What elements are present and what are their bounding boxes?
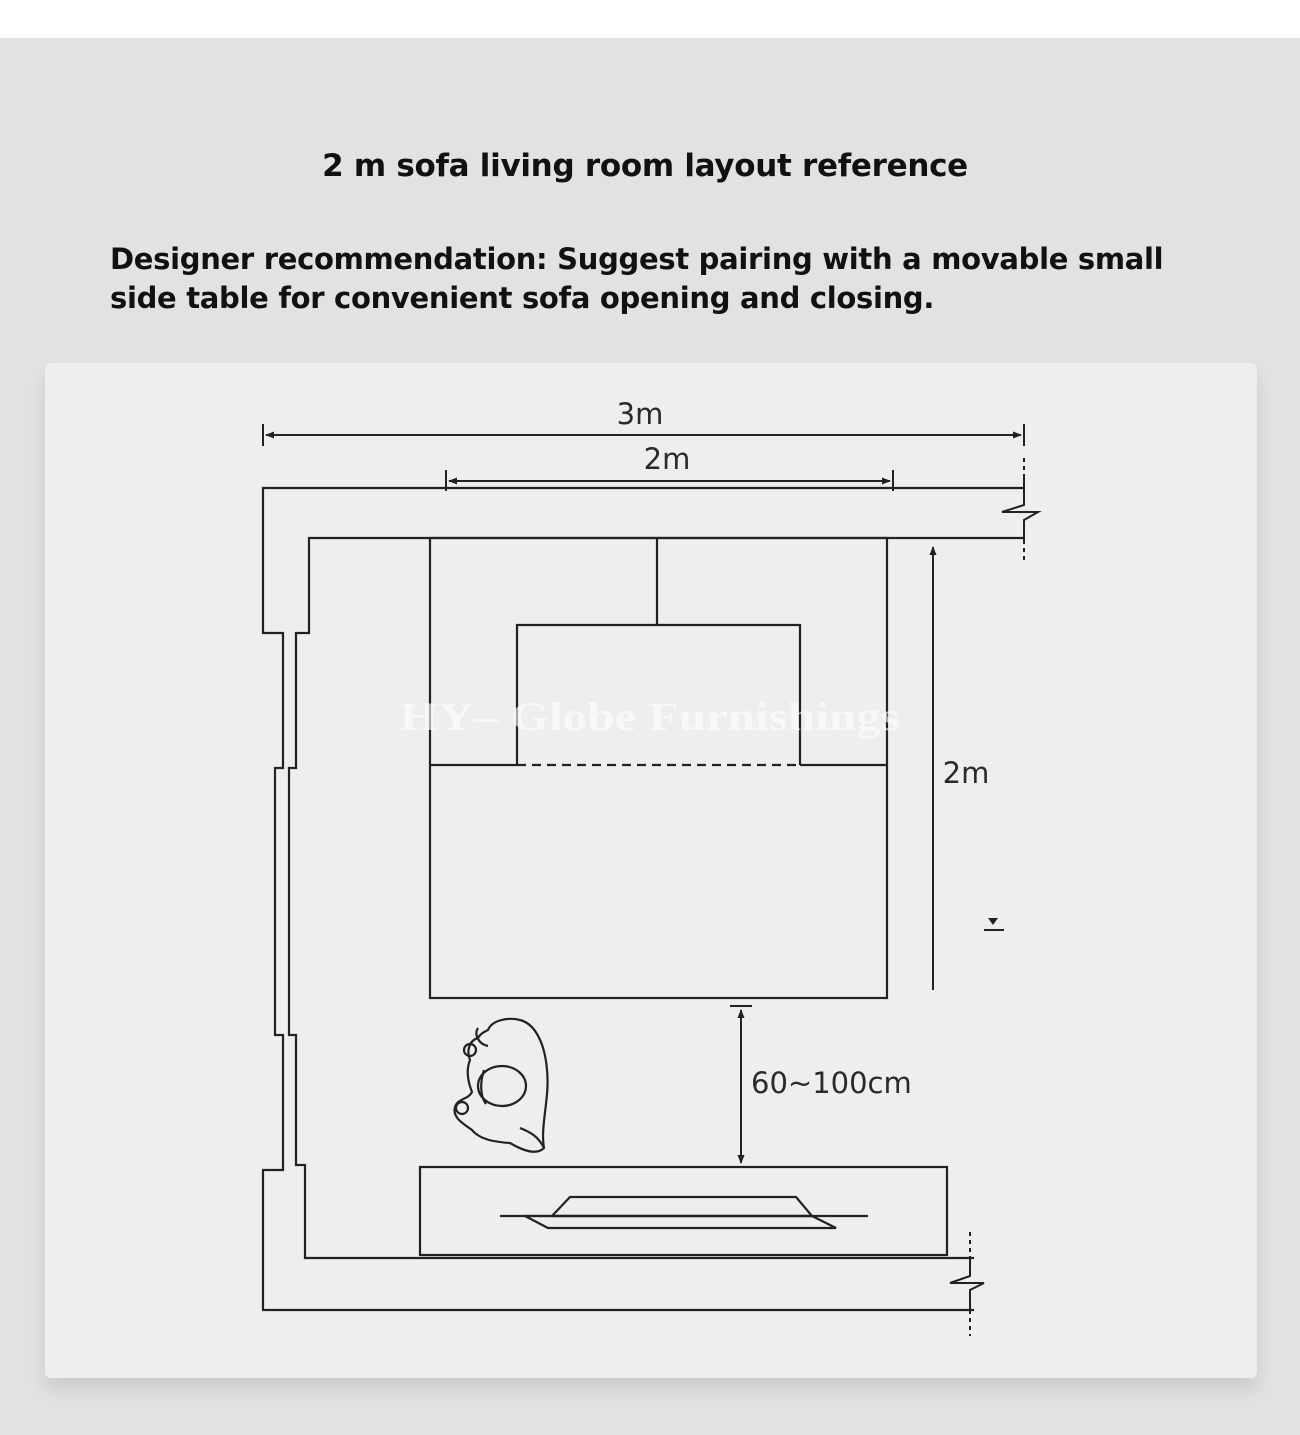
watermark: HY– Globe Furnishings <box>400 694 900 739</box>
sofa-layout <box>430 538 887 998</box>
small-arrow-mark <box>984 918 1004 930</box>
wall-break-symbol-top <box>1002 458 1038 560</box>
tv-cabinet <box>420 1167 947 1255</box>
wall-break-symbol-bottom <box>950 1232 984 1336</box>
sofa-width-label: 2m <box>643 442 691 476</box>
clearance-dimension <box>730 1006 752 1163</box>
clearance-label: 60~100cm <box>751 1066 912 1100</box>
designer-recommendation: Designer recommendation: Suggest pairing with a movable small side table for convenient sofa opening and closing. <box>110 242 1164 315</box>
page-title: 2 m sofa living room layout reference <box>322 148 968 184</box>
sofa-length-label: 2m <box>942 756 990 790</box>
person-icon <box>455 1019 548 1152</box>
room-width-label: 3m <box>616 397 664 431</box>
room-wall <box>263 488 1024 1310</box>
